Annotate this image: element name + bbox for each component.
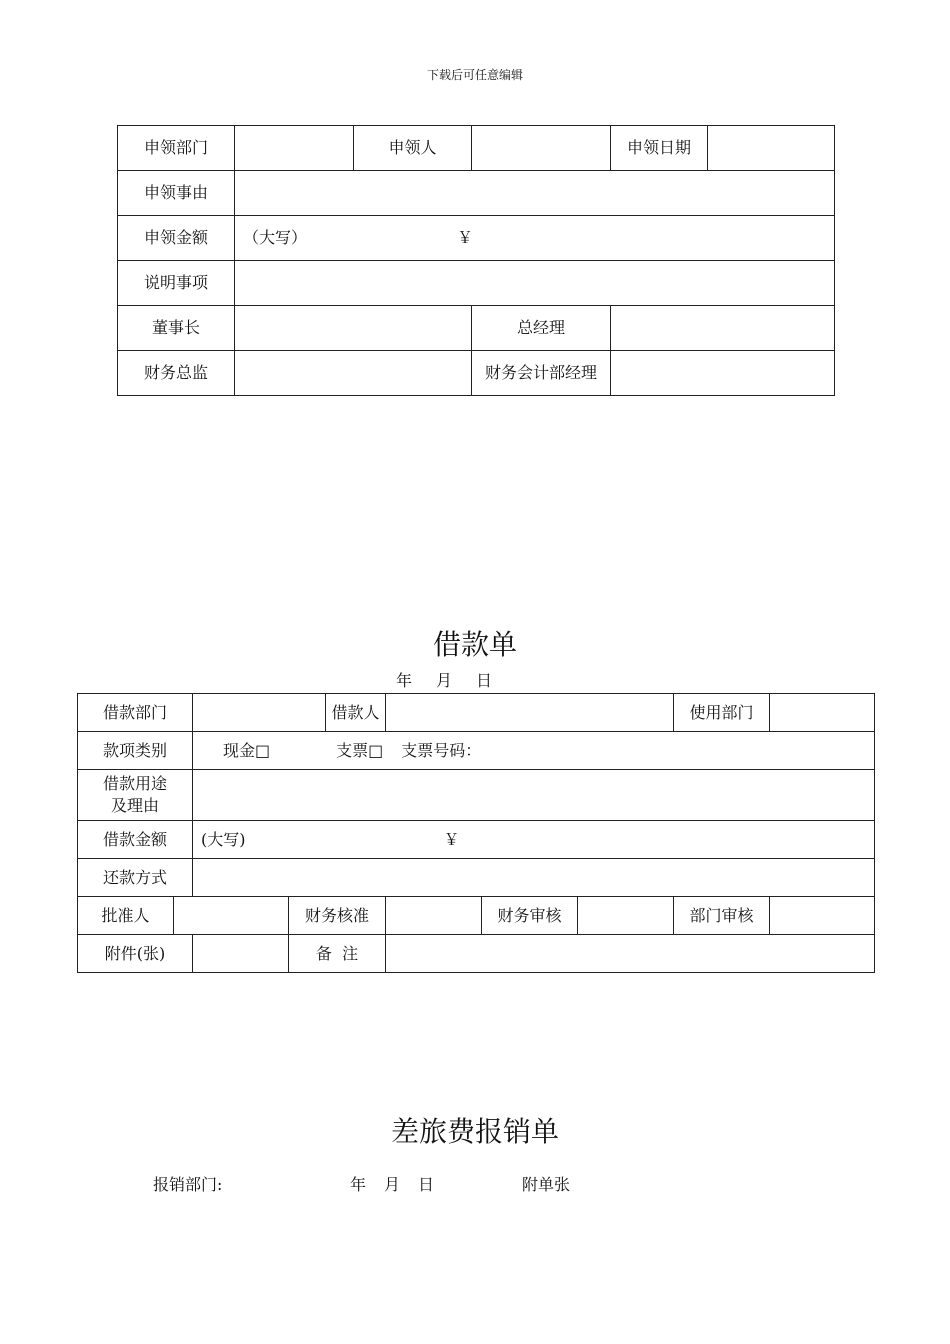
date-year: 年 (396, 671, 413, 690)
travel-date-month: 月 (384, 1175, 401, 1194)
cfo-field[interactable] (235, 351, 472, 396)
travel-date-day: 日 (418, 1175, 435, 1194)
purpose-label-line1: 借款用途 (103, 774, 168, 793)
date-day: 日 (476, 671, 493, 690)
attachments-field[interactable] (193, 935, 289, 973)
applicant-field[interactable] (472, 126, 611, 171)
payment-type-label: 款项类别 (78, 732, 193, 770)
borrower-field[interactable] (386, 694, 674, 732)
using-department-label: 使用部门 (674, 694, 770, 732)
repayment-field[interactable] (193, 859, 875, 897)
header-note: 下载后可任意编辑 (426, 68, 523, 82)
travel-date-year: 年 (350, 1175, 367, 1194)
check-checkbox[interactable]: 支票□ (336, 740, 384, 760)
date-label: 申领日期 (611, 126, 708, 171)
dept-review-field[interactable] (770, 897, 875, 935)
date-month: 月 (436, 671, 453, 690)
amount-label: 申领金额 (118, 216, 235, 261)
applicant-label: 申领人 (354, 126, 472, 171)
finance-manager-field[interactable] (611, 351, 835, 396)
loan-amount-words-label: (大写) (201, 829, 246, 849)
loan-department-field[interactable] (193, 694, 326, 732)
department-field[interactable] (235, 126, 354, 171)
chairman-label: 董事长 (118, 306, 235, 351)
travel-date (350, 1172, 434, 1195)
finance-approve-field[interactable] (386, 897, 482, 935)
finance-approve-label: 财务核准 (289, 897, 386, 935)
gm-field[interactable] (611, 306, 835, 351)
travel-department-label: 报销部门: (153, 1175, 223, 1194)
purpose-field[interactable] (193, 770, 875, 821)
reason-label: 申领事由 (118, 171, 235, 216)
finance-review-field[interactable] (578, 897, 674, 935)
requisition-form (117, 125, 835, 396)
notes-label: 说明事项 (118, 261, 235, 306)
cfo-label: 财务总监 (118, 351, 235, 396)
department-label: 申领部门 (118, 126, 235, 171)
notes-field[interactable] (235, 261, 835, 306)
payment-type-field (193, 732, 875, 770)
loan-amount-yen-sign: ￥ (443, 829, 460, 849)
gm-label: 总经理 (472, 306, 611, 351)
finance-review-label: 财务审核 (482, 897, 578, 935)
amount-yen-sign: ￥ (457, 228, 474, 247)
amount-field[interactable] (235, 216, 835, 261)
loan-department-label: 借款部门 (78, 694, 193, 732)
loan-form (77, 693, 875, 973)
finance-manager-label: 财务会计部经理 (472, 351, 611, 396)
remarks-label: 备 注 (289, 935, 386, 973)
date-field[interactable] (708, 126, 835, 171)
amount-words-label: （大写） (243, 228, 308, 247)
check-number-label: 支票号码： (401, 740, 482, 760)
cash-checkbox[interactable]: 现金□ (223, 740, 271, 760)
loan-amount-label: 借款金额 (78, 821, 193, 859)
reason-field[interactable] (235, 171, 835, 216)
attachments-label: 附件(张) (78, 935, 193, 973)
chairman-field[interactable] (235, 306, 472, 351)
borrower-label: 借款人 (326, 694, 386, 732)
repayment-label: 还款方式 (78, 859, 193, 897)
purpose-label-line2: 及理由 (111, 796, 160, 815)
approver-label: 批准人 (78, 897, 174, 935)
remarks-field[interactable] (386, 935, 875, 973)
loan-amount-field[interactable] (193, 821, 875, 859)
dept-review-label: 部门审核 (674, 897, 770, 935)
loan-date-line (396, 668, 492, 691)
approver-field[interactable] (174, 897, 289, 935)
loan-form-title: 借款单 (432, 628, 517, 661)
purpose-label (78, 770, 193, 821)
travel-form-title: 差旅费报销单 (390, 1115, 559, 1148)
using-department-field[interactable] (770, 694, 875, 732)
travel-attachment-label: 附单张 (522, 1175, 571, 1194)
